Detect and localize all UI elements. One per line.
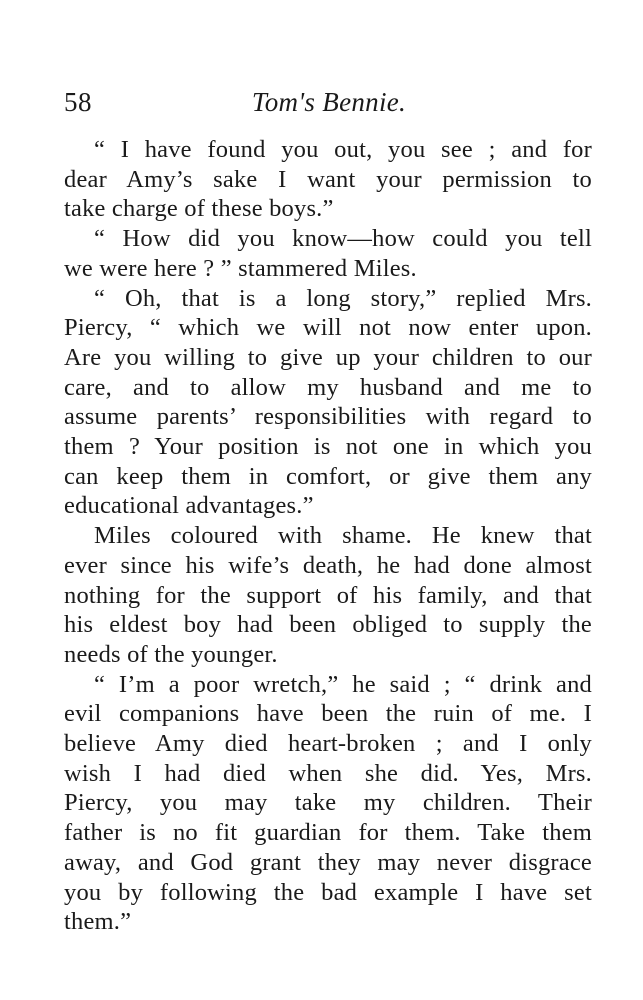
text-line: them ? Your position is not one in which you [64,433,592,461]
text-line: Piercy, you may take my children. Their [64,789,592,817]
text-line: wish I had died when she did. Yes, Mrs. [64,759,592,787]
text-line: Piercy, “ which we will not now enter upon. [64,314,592,342]
text-line: his eldest boy had been obliged to supply the [64,611,592,639]
text-line: father is no fit guardian for them. Take them [64,819,592,847]
page-number: 58 [64,87,92,117]
paragraph [64,224,592,283]
text-line: dear Amy’s sake I want your permission to [64,165,592,193]
text-line: “ I have found you out, you see ; and for [94,136,592,163]
text-line: evil companions have been the ruin of me. I [64,700,592,728]
text-line: Miles coloured with shame. He knew that [94,522,592,550]
page-header [64,84,594,124]
text-line: “ I’m a poor wretch,” he said ; “ drink and [94,670,592,698]
text-line: them.” [64,908,132,936]
text-line: Are you willing to give up your children to our [64,343,592,371]
text-line: needs of the younger. [64,640,278,668]
paragraph [64,135,592,224]
text-line: take charge of these boys.” [64,195,334,223]
text-line: care, and to allow my husband and me to [64,373,592,401]
text-line: educational advantages.” [64,492,314,520]
running-title: Tom's Bennie. [251,87,407,117]
text-line: away, and God grant they may never disgrace [64,848,592,876]
paragraph [64,670,592,937]
text-line: “ How did you know—how could you tell [94,225,592,253]
text-line: can keep them in comfort, or give them any [64,462,592,490]
text-line: nothing for the support of his family, and that [64,581,592,609]
paragraph [64,284,592,522]
text-line: you by following the bad example I have set [64,878,592,906]
text-line: assume parents’ responsibilities with regard to [64,403,592,431]
text-line: we were here ? ” stammered Miles. [64,254,417,282]
text-line: “ Oh, that is a long story,” replied Mrs. [94,284,592,312]
text-line: ever since his wife’s death, he had done almost [64,551,592,579]
text-line: believe Amy died heart-broken ; and I only [64,730,592,758]
body-text [64,135,592,937]
paragraph [64,521,592,670]
